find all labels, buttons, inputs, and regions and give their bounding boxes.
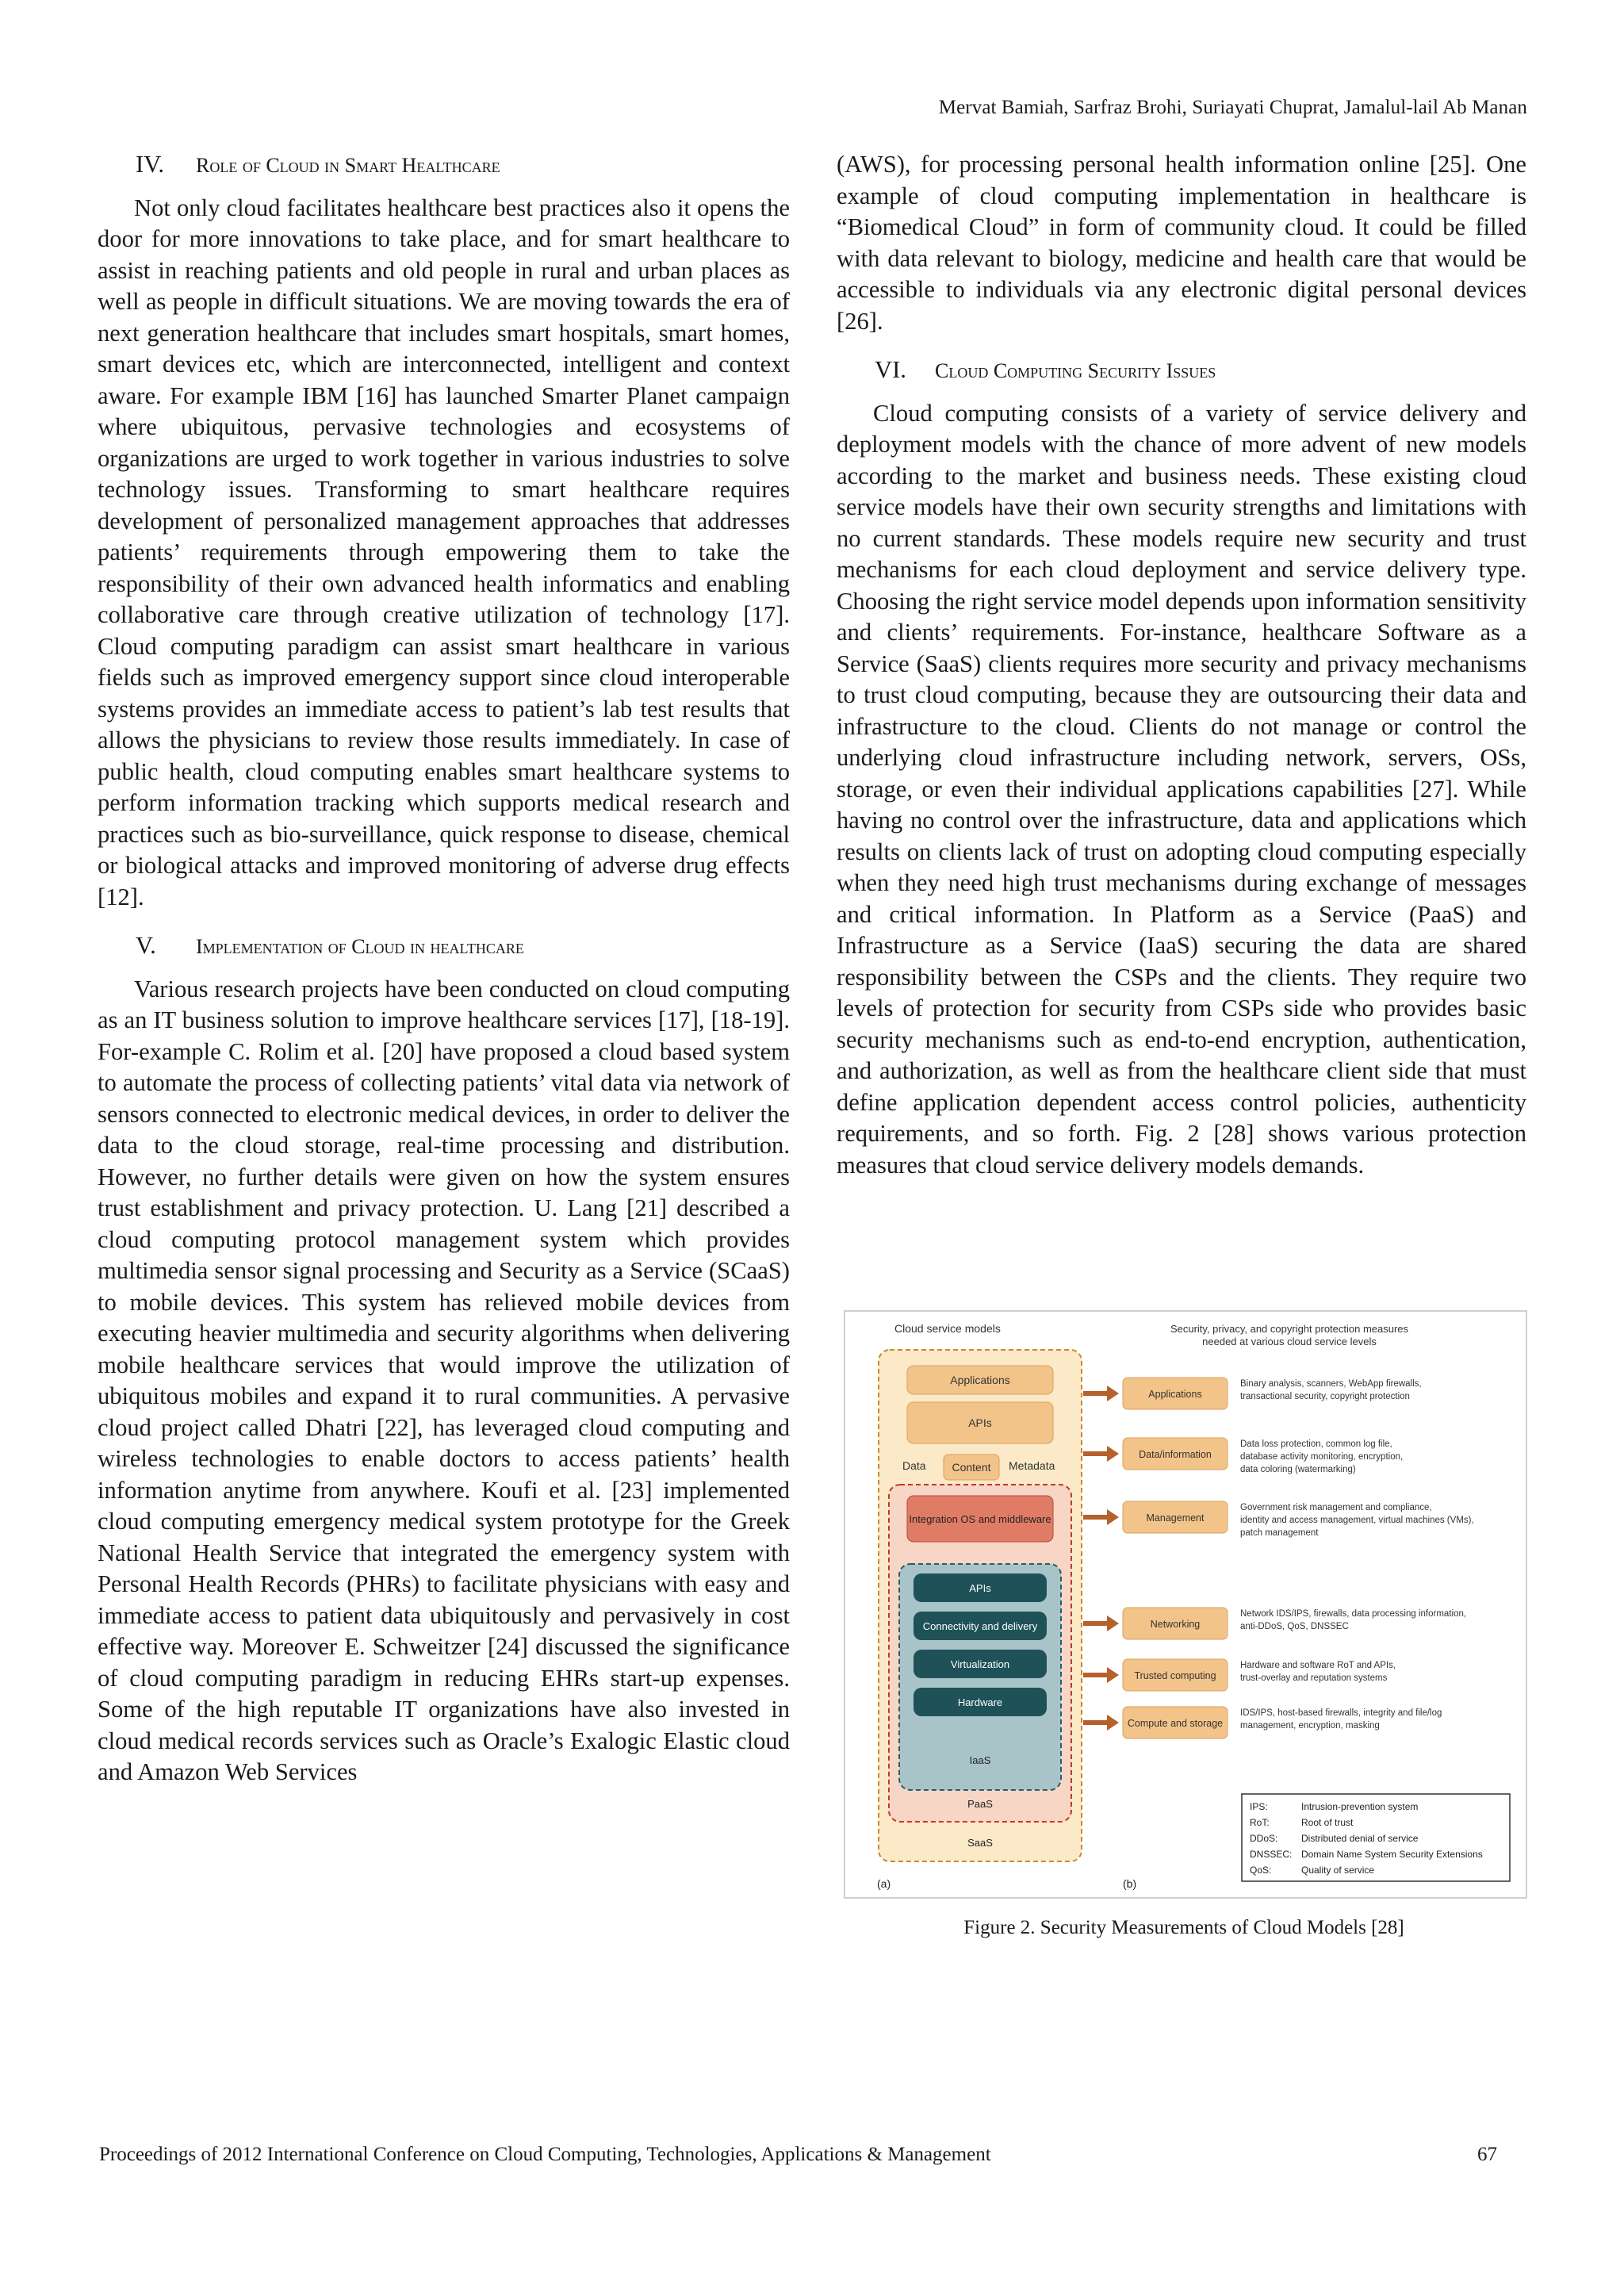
- section-v-paragraph-continued: (AWS), for processing personal health information online [25]. One example of cloud computing implementation in healthcare is “Biomedical Cloud” in form of community cloud. It could be filled with data relevant to biology, medicine and health care that would be accessible to individuals via any electronic digital personal devices [26].: [837, 151, 1526, 335]
- legend-abbr: QoS:: [1250, 1865, 1272, 1876]
- legend-abbr: IPS:: [1250, 1801, 1268, 1812]
- iaas-label: IaaS: [969, 1754, 991, 1766]
- section-heading-vi: [837, 355, 1526, 387]
- measure-description: Binary analysis, scanners, WebApp firewalls,: [1240, 1379, 1422, 1389]
- panel-a-label: (a): [877, 1877, 891, 1890]
- section-number: IV.: [136, 151, 164, 178]
- hardware-label: Hardware: [957, 1696, 1003, 1708]
- measure-arrow: [1083, 1386, 1119, 1401]
- figure-diagram: [845, 1312, 1526, 1897]
- connectivity-label: Connectivity and delivery: [922, 1620, 1038, 1632]
- section-iv-paragraph: Not only cloud facilitates healthcare best practices also it opens the door for more innovations to take place, and for smart healthcare to assist in reaching patients and old people in rural and urban places as well as people in difficult situations. We are moving towards the era of next generation healthcare that includes smart hospitals, smart homes, smart devices etc, which are interconnected, intelligent and context aware. For example IBM [16] has launched Smarter Planet campaign where ubiquitous, pervasive technologies and ecosystems of organizations are urged to work together in various industries to solve technology issues. Transforming to smart healthcare requires development of personalized management approaches that addresses patients’ requirements through empowering them to take the responsibility of their own advanced health informatics and enabling collaborative care through creative utilization of technology [17]. Cloud computing paradigm can assist smart healthcare in various fields such as improved emergency support since cloud interoperable systems provides an immediate access to patient’s lab test results that allows the physicians to review those results immediately. In case of public health, cloud computing enables smart healthcare systems to perform information tracking which supports medical research and practices such as bio-surveillance, quick response to disease, chemical or biological attacks and improved monitoring of adverse drug effects [12].: [98, 194, 790, 910]
- section-heading-iv: [98, 149, 790, 182]
- measure-description: database activity monitoring, encryption,: [1240, 1452, 1404, 1462]
- left-title: Cloud service models: [894, 1322, 1001, 1335]
- measure-arrow: [1083, 1446, 1119, 1462]
- legend-abbr: DNSSEC:: [1250, 1849, 1293, 1860]
- metadata-label: Metadata: [1009, 1459, 1055, 1472]
- virtualization-label: Virtualization: [950, 1658, 1010, 1670]
- section-vi-paragraph: Cloud computing consists of a variety of service delivery and deployment models with the chance of more advent of new models according to the market and business needs. These existing cloud service models have their own security strengths and limitations with no current standards. These models require new security and trust mechanisms for each cloud deployment and service delivery type. Choosing the right service model depends upon information sensitivity and clients’ requirements. For-instance, healthcare Software as a Service (SaaS) clients requires more security and privacy mechanisms to trust cloud computing, because they are outsourcing their data and infrastructure to the cloud. Clients do not manage or control the underlying cloud infrastructure including network, servers, OSs, storage, or even their individual applications capabilities [27]. While having no control over the infrastructure, data and applications which results on clients lack of trust on adopting cloud computing especially when they need high trust mechanisms during exchange of messages and critical information. In Platform as a Service (PaaS) and Infrastructure as a Service (IaaS) securing the data are shared responsibility between the CSPs and the clients. They require two levels of protection for security from CSPs side who provides basic security mechanisms such as end-to-end encryption, authentication, and authorization, as well as from the healthcare client side that must define application dependent access control policies, authenticity requirements, and so forth. Fig. 2 [28] shows various protection measures that cloud service delivery models demands.: [837, 399, 1526, 1179]
- measure-description: trust-overlay and reputation systems: [1240, 1673, 1388, 1683]
- measure-description: Hardware and software RoT and APIs,: [1240, 1661, 1396, 1670]
- measure-description: patch management: [1240, 1528, 1319, 1538]
- apis-label: APIs: [968, 1416, 992, 1429]
- section-title: Implementation of Cloud in healthcare: [196, 935, 524, 958]
- measure-arrow: [1083, 1715, 1119, 1731]
- measure-description: Government risk management and compliance,: [1240, 1503, 1432, 1512]
- legend-text: Intrusion-prevention system: [1301, 1801, 1419, 1812]
- legend-abbr: RoT:: [1250, 1817, 1270, 1828]
- legend-text: Distributed denial of service: [1301, 1833, 1419, 1844]
- saas-label: SaaS: [967, 1837, 993, 1849]
- measure-description: anti-DDoS, QoS, DNSSEC: [1240, 1622, 1349, 1631]
- page-number: 67: [1477, 2144, 1497, 2165]
- iaas-apis-label: APIs: [969, 1582, 991, 1594]
- panel-b-label: (b): [1123, 1877, 1137, 1890]
- left-column: [98, 149, 790, 1788]
- measure-label: Data/information: [1139, 1449, 1212, 1460]
- legend-text: Quality of service: [1301, 1865, 1375, 1876]
- legend-abbr: DDoS:: [1250, 1833, 1278, 1844]
- measure-label: Applications: [1148, 1389, 1202, 1400]
- right-title-2: needed at various cloud service levels: [1202, 1336, 1377, 1347]
- measure-description: IDS/IPS, host-based firewalls, integrity and file/log: [1240, 1708, 1442, 1718]
- figure-cloud-security: [844, 1310, 1527, 1899]
- measure-arrow: [1083, 1667, 1119, 1683]
- measure-description: identity and access management, virtual machines (VMs),: [1240, 1516, 1474, 1525]
- measure-label: Management: [1146, 1512, 1205, 1524]
- measure-arrow: [1083, 1509, 1119, 1525]
- section-title: Role of Cloud in Smart Healthcare: [196, 154, 500, 177]
- running-header: Mervat Bamiah, Sarfraz Brohi, Suriayati Chuprat, Jamalul-lail Ab Manan: [938, 97, 1527, 118]
- legend-text: Root of trust: [1301, 1817, 1354, 1828]
- integration-label: Integration OS and middleware: [909, 1513, 1051, 1525]
- measure-description: transactional security, copyright protection: [1240, 1392, 1410, 1401]
- section-title: Cloud Computing Security Issues: [935, 359, 1216, 382]
- measure-description: data coloring (watermarking): [1240, 1465, 1356, 1474]
- paas-label: PaaS: [967, 1798, 993, 1810]
- section-number: VI.: [875, 356, 906, 383]
- measure-arrow: [1083, 1616, 1119, 1631]
- figure-caption: Figure 2. Security Measurements of Cloud Models [28]: [963, 1917, 1404, 1938]
- section-v-paragraph: Various research projects have been conducted on cloud computing as an IT business solution to improve healthcare services [17], [18-19]. For-example C. Rolim et al. [20] have proposed a cloud based system to automate the process of collecting patients’ vital data via network of sensors connected to electronic medical devices, in order to deliver the data to the cloud storage, real-time processing and distribution. However, no further details were given on how the system ensures trust establishment and privacy protection. U. Lang [21] described a cloud computing protocol management system which provides multimedia sensor signal processing and Security as a Service (SCaaS) to mobile devices. This system has relieved mobile devices from executing heavier multimedia and security algorithms when delivering mobile healthcare services that would improve the utilization of ubiquitous mobiles and expand it to rural communities. A pervasive cloud project called Dhatri [22], has leveraged cloud computing and wireless technologies to enable doctors to access patients’ health information anytime from anywhere. Koufi et al. [23] implemented cloud computing emergency medical system prototype for the Greek National Health Service that integrated the emergency system with Personal Health Records (PHRs) to facilitate physicians with easy and immediate access to patient data ubiquitously and pervasively in cost effective way. Moreover E. Schweitzer [24] discussed the significance of cloud computing paradigm in reducing EHRs start-up expenses. Some of the high reputable IT organizations have also invested in cloud medical records services such as Oracle’s Exalogic Elastic cloud and Amazon Web Services: [98, 975, 790, 1785]
- measures-group: [1083, 1378, 1474, 1738]
- measure-description: Data loss protection, common log file,: [1240, 1439, 1392, 1449]
- data-label: Data: [902, 1459, 926, 1472]
- right-title-1: Security, privacy, and copyright protection measures: [1170, 1323, 1409, 1335]
- measure-label: Networking: [1150, 1619, 1201, 1630]
- content-label: Content: [952, 1461, 991, 1474]
- measure-label: Trusted computing: [1134, 1670, 1216, 1681]
- legend-text: Domain Name System Security Extensions: [1301, 1849, 1483, 1860]
- section-heading-v: [98, 930, 790, 963]
- measure-label: Compute and storage: [1127, 1718, 1224, 1729]
- footer-proceedings: Proceedings of 2012 International Conference on Cloud Computing, Technologies, Applications & Management: [99, 2144, 991, 2165]
- measure-description: Network IDS/IPS, firewalls, data processing information,: [1240, 1609, 1467, 1619]
- section-number: V.: [136, 932, 156, 959]
- applications-label: Applications: [950, 1374, 1010, 1386]
- measure-description: management, encryption, masking: [1240, 1721, 1380, 1731]
- right-column: [837, 149, 1526, 1181]
